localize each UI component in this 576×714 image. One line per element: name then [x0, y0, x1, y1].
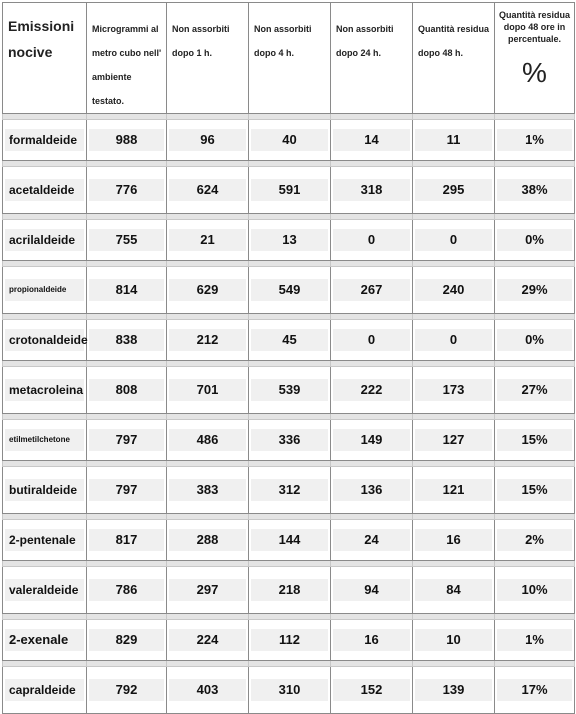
cell-value: 0: [333, 329, 410, 351]
value-cell: [167, 467, 249, 514]
value-cell: [167, 267, 249, 314]
cell-value: 27%: [497, 379, 572, 401]
value-cell: [331, 420, 413, 461]
cell-value: 336: [251, 429, 328, 451]
cell-value: 539: [251, 379, 328, 401]
value-cell: [331, 667, 413, 714]
cell-value: 40: [251, 129, 328, 151]
table-row: [3, 167, 575, 214]
value-cell: [249, 467, 331, 514]
compound-name: acetaldeide: [5, 179, 84, 201]
value-cell: [413, 667, 495, 714]
cell-value: 288: [169, 529, 246, 551]
cell-value: 45: [251, 329, 328, 351]
cell-value: 13: [251, 229, 328, 251]
value-cell: [331, 367, 413, 414]
value-cell: [87, 267, 167, 314]
table-row: [3, 220, 575, 261]
cell-value: 0: [415, 229, 492, 251]
value-cell: [249, 320, 331, 361]
cell-value: 144: [251, 529, 328, 551]
cell-value: 817: [89, 529, 164, 551]
compound-name: 2-exenale: [5, 629, 84, 651]
cell-value: 2%: [497, 529, 572, 551]
cell-value: 15%: [497, 479, 572, 501]
compound-name: butiraldeide: [5, 479, 84, 501]
cell-value: 591: [251, 179, 328, 201]
cell-value: 0%: [497, 329, 572, 351]
value-cell: [413, 320, 495, 361]
value-cell: [249, 267, 331, 314]
compound-name-cell: [3, 267, 87, 314]
cell-value: 24: [333, 529, 410, 551]
compound-name: propionaldeide: [5, 279, 84, 301]
cell-value: 403: [169, 679, 246, 701]
cell-value: 17%: [497, 679, 572, 701]
cell-value: 112: [251, 629, 328, 651]
compound-name: metacroleina: [5, 379, 84, 401]
cell-value: 224: [169, 629, 246, 651]
value-cell: [87, 420, 167, 461]
value-cell: [87, 567, 167, 614]
value-cell: [87, 167, 167, 214]
value-cell: [249, 120, 331, 161]
value-cell: [87, 520, 167, 561]
cell-value: 295: [415, 179, 492, 201]
header-residual-48h: Quantità residua dopo 48 h.: [413, 3, 495, 114]
cell-value: 96: [169, 129, 246, 151]
value-cell: [495, 367, 575, 414]
cell-value: 218: [251, 579, 328, 601]
value-cell: [495, 220, 575, 261]
table-row: [3, 567, 575, 614]
header-not-absorbed-4h: Non assorbiti dopo 4 h.: [249, 3, 331, 114]
value-cell: [495, 467, 575, 514]
value-cell: [495, 520, 575, 561]
cell-value: 14: [333, 129, 410, 151]
compound-name-cell: [3, 667, 87, 714]
value-cell: [87, 220, 167, 261]
value-cell: [87, 667, 167, 714]
value-cell: [331, 520, 413, 561]
table-header-row: [3, 3, 575, 114]
cell-value: 84: [415, 579, 492, 601]
percent-symbol: %: [522, 57, 547, 88]
cell-value: 297: [169, 579, 246, 601]
value-cell: [167, 167, 249, 214]
cell-value: 797: [89, 479, 164, 501]
compound-name: valeraldeide: [5, 579, 84, 601]
value-cell: [167, 520, 249, 561]
cell-value: 10%: [497, 579, 572, 601]
cell-value: 38%: [497, 179, 572, 201]
value-cell: [495, 667, 575, 714]
cell-value: 701: [169, 379, 246, 401]
value-cell: [413, 367, 495, 414]
cell-value: 318: [333, 179, 410, 201]
emissions-table: [2, 2, 575, 714]
value-cell: [249, 220, 331, 261]
cell-value: 10: [415, 629, 492, 651]
cell-value: 11: [415, 129, 492, 151]
value-cell: [413, 520, 495, 561]
cell-value: 786: [89, 579, 164, 601]
header-residual-48h-percent-label: Quantità residua dopo 48 ore in percentuale.: [498, 10, 570, 44]
cell-value: 814: [89, 279, 164, 301]
compound-name-cell: [3, 520, 87, 561]
value-cell: [495, 320, 575, 361]
cell-value: 829: [89, 629, 164, 651]
cell-value: 136: [333, 479, 410, 501]
value-cell: [331, 120, 413, 161]
value-cell: [413, 467, 495, 514]
cell-value: 152: [333, 679, 410, 701]
cell-value: 149: [333, 429, 410, 451]
value-cell: [249, 167, 331, 214]
table-body: [3, 114, 575, 714]
header-not-absorbed-24h: Non assorbiti dopo 24 h.: [331, 3, 413, 114]
cell-value: 0: [333, 229, 410, 251]
cell-value: 486: [169, 429, 246, 451]
compound-name-cell: [3, 167, 87, 214]
compound-name-cell: [3, 320, 87, 361]
header-harmful-emissions: Emissioni nocive: [3, 3, 87, 114]
cell-value: 139: [415, 679, 492, 701]
compound-name-cell: [3, 220, 87, 261]
cell-value: 0%: [497, 229, 572, 251]
cell-value: 15%: [497, 429, 572, 451]
compound-name-cell: [3, 567, 87, 614]
header-micrograms-per-cubic-meter: Microgrammi al metro cubo nell' ambiente testato.: [87, 3, 167, 114]
value-cell: [249, 567, 331, 614]
emissions-document: [2, 2, 574, 697]
value-cell: [167, 567, 249, 614]
cell-value: 310: [251, 679, 328, 701]
value-cell: [413, 167, 495, 214]
compound-name: formaldeide: [5, 129, 84, 151]
compound-name: 2-pentenale: [5, 529, 84, 551]
table-row: [3, 120, 575, 161]
value-cell: [167, 367, 249, 414]
cell-value: 173: [415, 379, 492, 401]
value-cell: [87, 120, 167, 161]
compound-name: capraldeide: [5, 679, 84, 701]
value-cell: [331, 467, 413, 514]
value-cell: [413, 120, 495, 161]
value-cell: [495, 167, 575, 214]
value-cell: [87, 467, 167, 514]
cell-value: 127: [415, 429, 492, 451]
value-cell: [87, 320, 167, 361]
compound-name: crotonaldeide: [5, 329, 84, 351]
cell-value: 383: [169, 479, 246, 501]
cell-value: 797: [89, 429, 164, 451]
cell-value: 212: [169, 329, 246, 351]
table-row: [3, 320, 575, 361]
compound-name: etilmetilchetone: [5, 429, 84, 451]
table-row: [3, 267, 575, 314]
compound-name-cell: [3, 420, 87, 461]
value-cell: [495, 420, 575, 461]
cell-value: 1%: [497, 129, 572, 151]
cell-value: 808: [89, 379, 164, 401]
cell-value: 838: [89, 329, 164, 351]
value-cell: [331, 320, 413, 361]
cell-value: 1%: [497, 629, 572, 651]
cell-value: 21: [169, 229, 246, 251]
compound-name-cell: [3, 367, 87, 414]
value-cell: [413, 420, 495, 461]
value-cell: [167, 320, 249, 361]
cell-value: 549: [251, 279, 328, 301]
table-row: [3, 667, 575, 714]
value-cell: [495, 267, 575, 314]
value-cell: [249, 520, 331, 561]
value-cell: [249, 667, 331, 714]
cell-value: 312: [251, 479, 328, 501]
table-row: [3, 467, 575, 514]
value-cell: [413, 267, 495, 314]
cell-value: 240: [415, 279, 492, 301]
compound-name-cell: [3, 467, 87, 514]
value-cell: [331, 167, 413, 214]
cell-value: 776: [89, 179, 164, 201]
cell-value: 121: [415, 479, 492, 501]
cell-value: 267: [333, 279, 410, 301]
cell-value: 16: [415, 529, 492, 551]
value-cell: [167, 667, 249, 714]
value-cell: [413, 567, 495, 614]
value-cell: [495, 567, 575, 614]
value-cell: [249, 367, 331, 414]
compound-name: acrilaldeide: [5, 229, 84, 251]
cell-value: 16: [333, 629, 410, 651]
value-cell: [413, 220, 495, 261]
table-row: [3, 367, 575, 414]
value-cell: [331, 567, 413, 614]
cell-value: 624: [169, 179, 246, 201]
value-cell: [495, 120, 575, 161]
value-cell: [331, 267, 413, 314]
cell-value: 792: [89, 679, 164, 701]
cell-value: 629: [169, 279, 246, 301]
cell-value: 29%: [497, 279, 572, 301]
cell-value: 755: [89, 229, 164, 251]
value-cell: [249, 420, 331, 461]
value-cell: [167, 420, 249, 461]
table-row: [3, 420, 575, 461]
value-cell: [167, 120, 249, 161]
cell-value: 988: [89, 129, 164, 151]
value-cell: [167, 220, 249, 261]
cell-value: 94: [333, 579, 410, 601]
table-row: [3, 520, 575, 561]
header-not-absorbed-1h: Non assorbiti dopo 1 h.: [167, 3, 249, 114]
cell-value: 222: [333, 379, 410, 401]
value-cell: [87, 367, 167, 414]
compound-name-cell: [3, 120, 87, 161]
value-cell: [331, 220, 413, 261]
cell-value: 0: [415, 329, 492, 351]
header-residual-48h-percent: [495, 3, 575, 114]
